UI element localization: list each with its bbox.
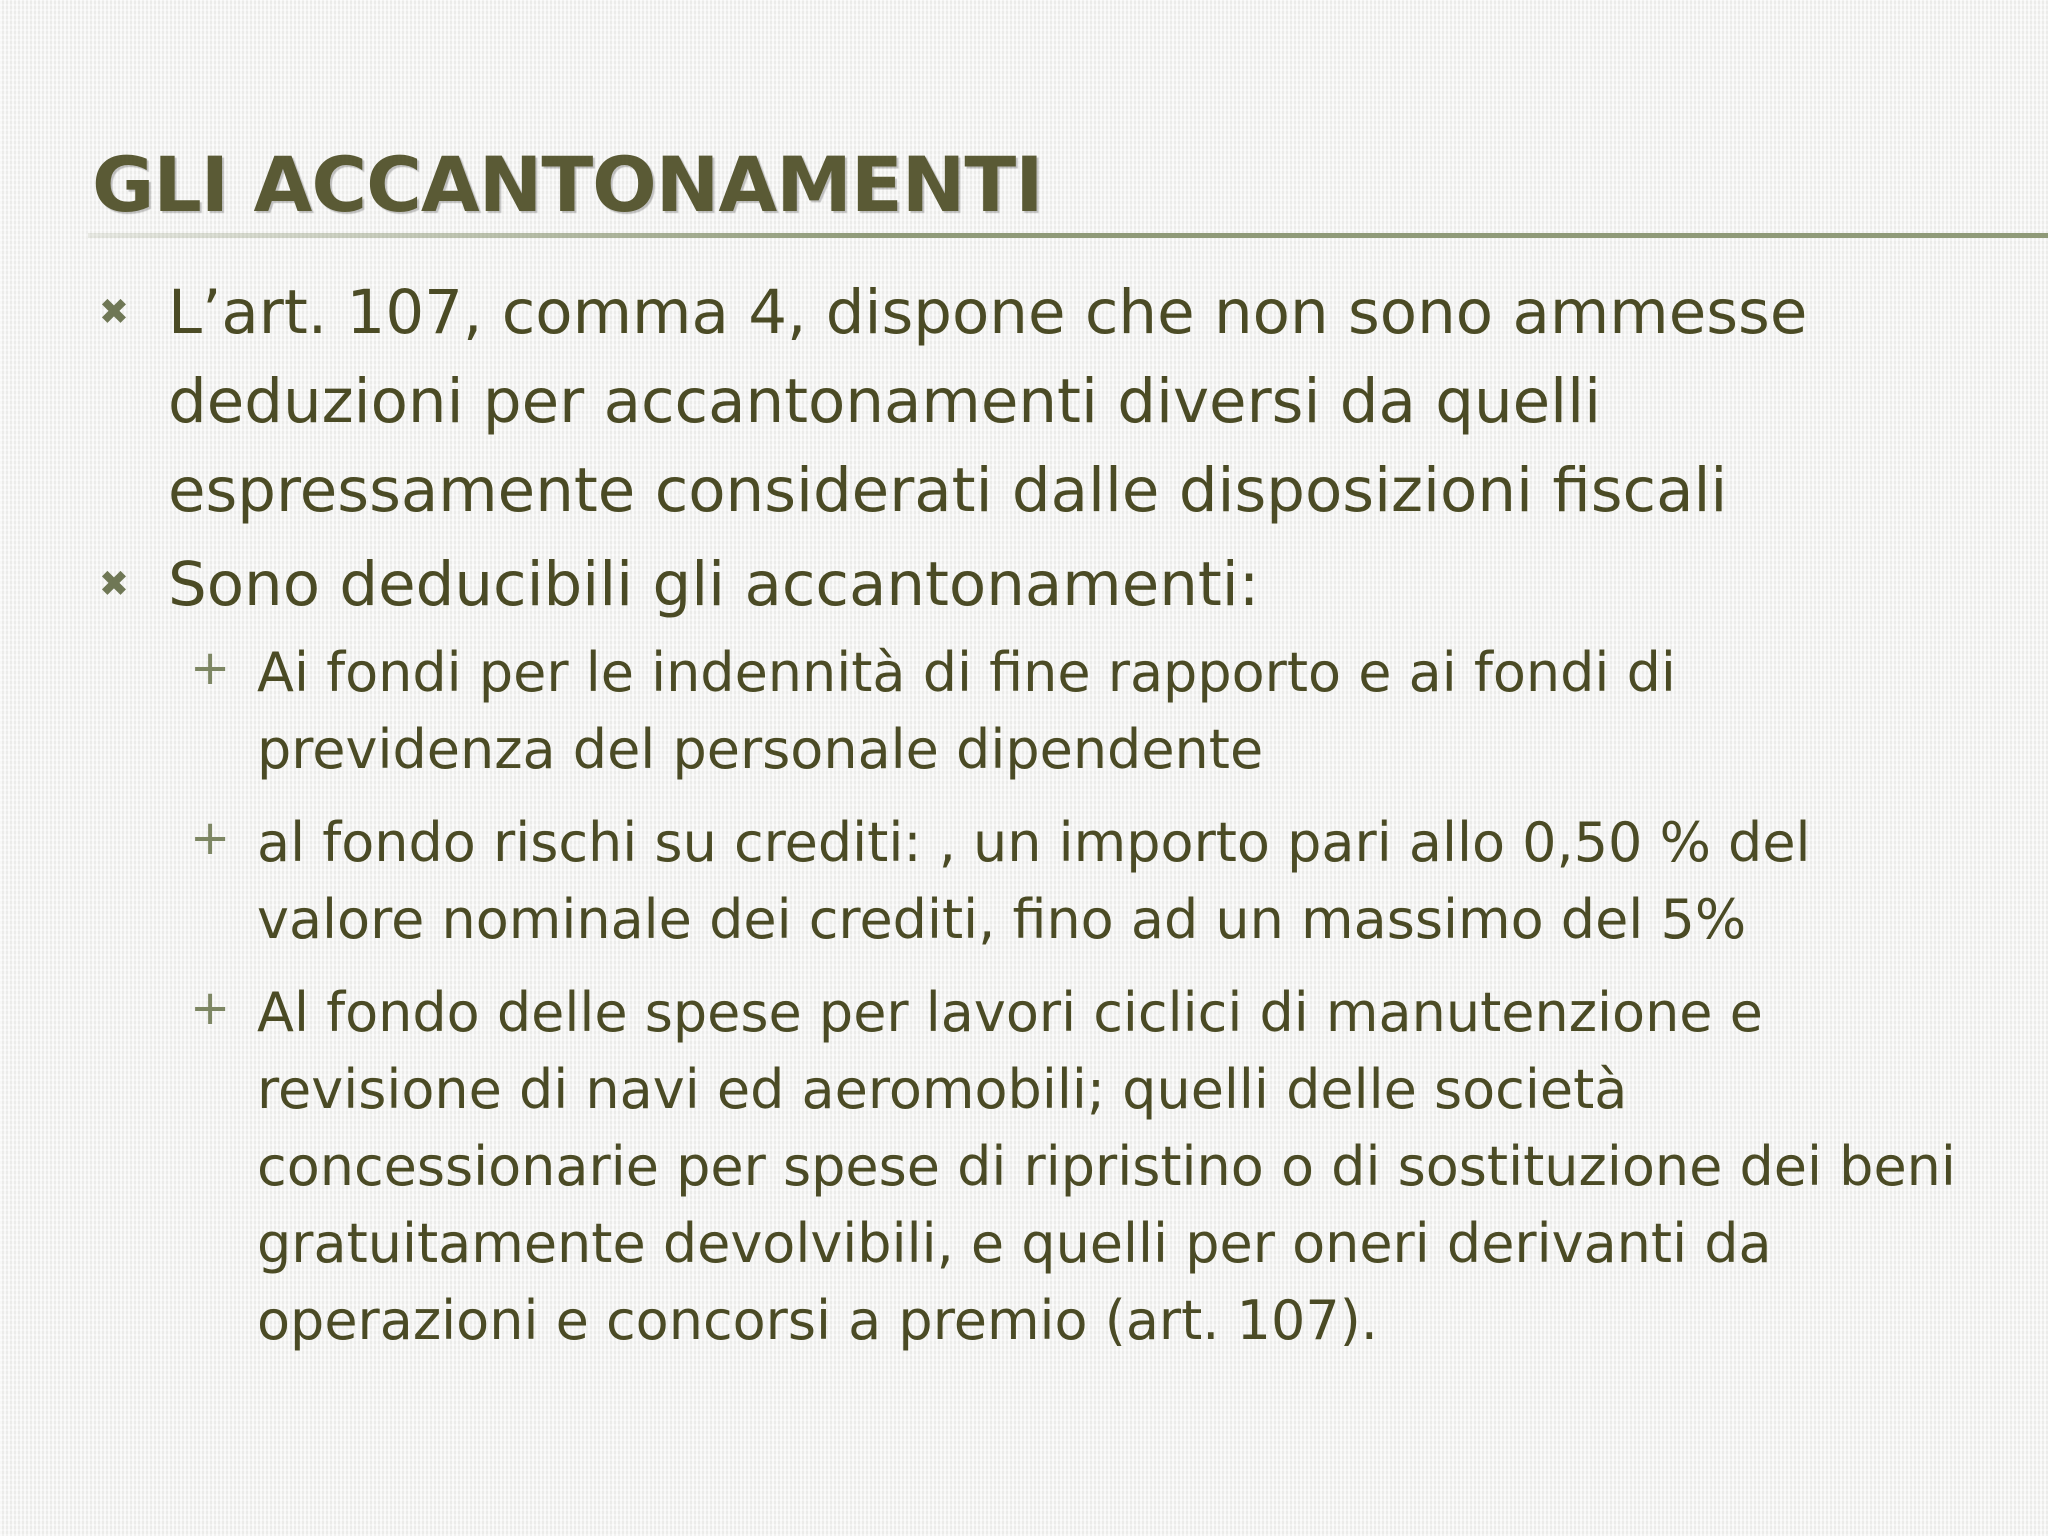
plus-icon: + [190, 980, 231, 1036]
slide-content [90, 268, 1990, 1375]
plus-icon: + [190, 810, 231, 866]
sub-bullet-item [90, 804, 1990, 958]
bullet-item [90, 540, 1990, 629]
sub-bullet-item [90, 974, 1990, 1359]
x-mark-icon: ✖ [98, 292, 130, 333]
sub-bullet-list [90, 634, 1990, 1359]
sub-bullet-item [90, 634, 1990, 788]
sub-bullet-text: al fondo rischi su crediti: , un importo pari allo 0,50 % del valore nominale dei crediti, fino ad un massimo del 5% [257, 811, 1811, 951]
bullet-text: L’art. 107, comma 4, dispone che non sono ammesse deduzioni per accantonamenti diversi da quelli espressamente considerati dalle disposizioni fiscali [168, 277, 1808, 526]
plus-icon: + [190, 640, 231, 696]
title-divider [88, 233, 2048, 238]
sub-bullet-text: Al fondo delle spese per lavori ciclici di manutenzione e revisione di navi ed aeromobili; quelli delle società concessionarie per spese di ripristino o di sostituzione dei beni gratuitamente devolvibili, e quelli per oneri derivanti da operazioni e concorsi a premio (art. 107). [257, 981, 1956, 1352]
bullet-text: Sono deducibili gli accantonamenti: [168, 549, 1260, 620]
x-mark-icon: ✖ [98, 564, 130, 605]
sub-bullet-text: Ai fondi per le indennità di fine rapporto e ai fondi di previdenza del personale dipendente [257, 641, 1676, 781]
bullet-item [90, 268, 1990, 535]
slide-title: GLI ACCANTONAMENTI [92, 140, 1043, 229]
